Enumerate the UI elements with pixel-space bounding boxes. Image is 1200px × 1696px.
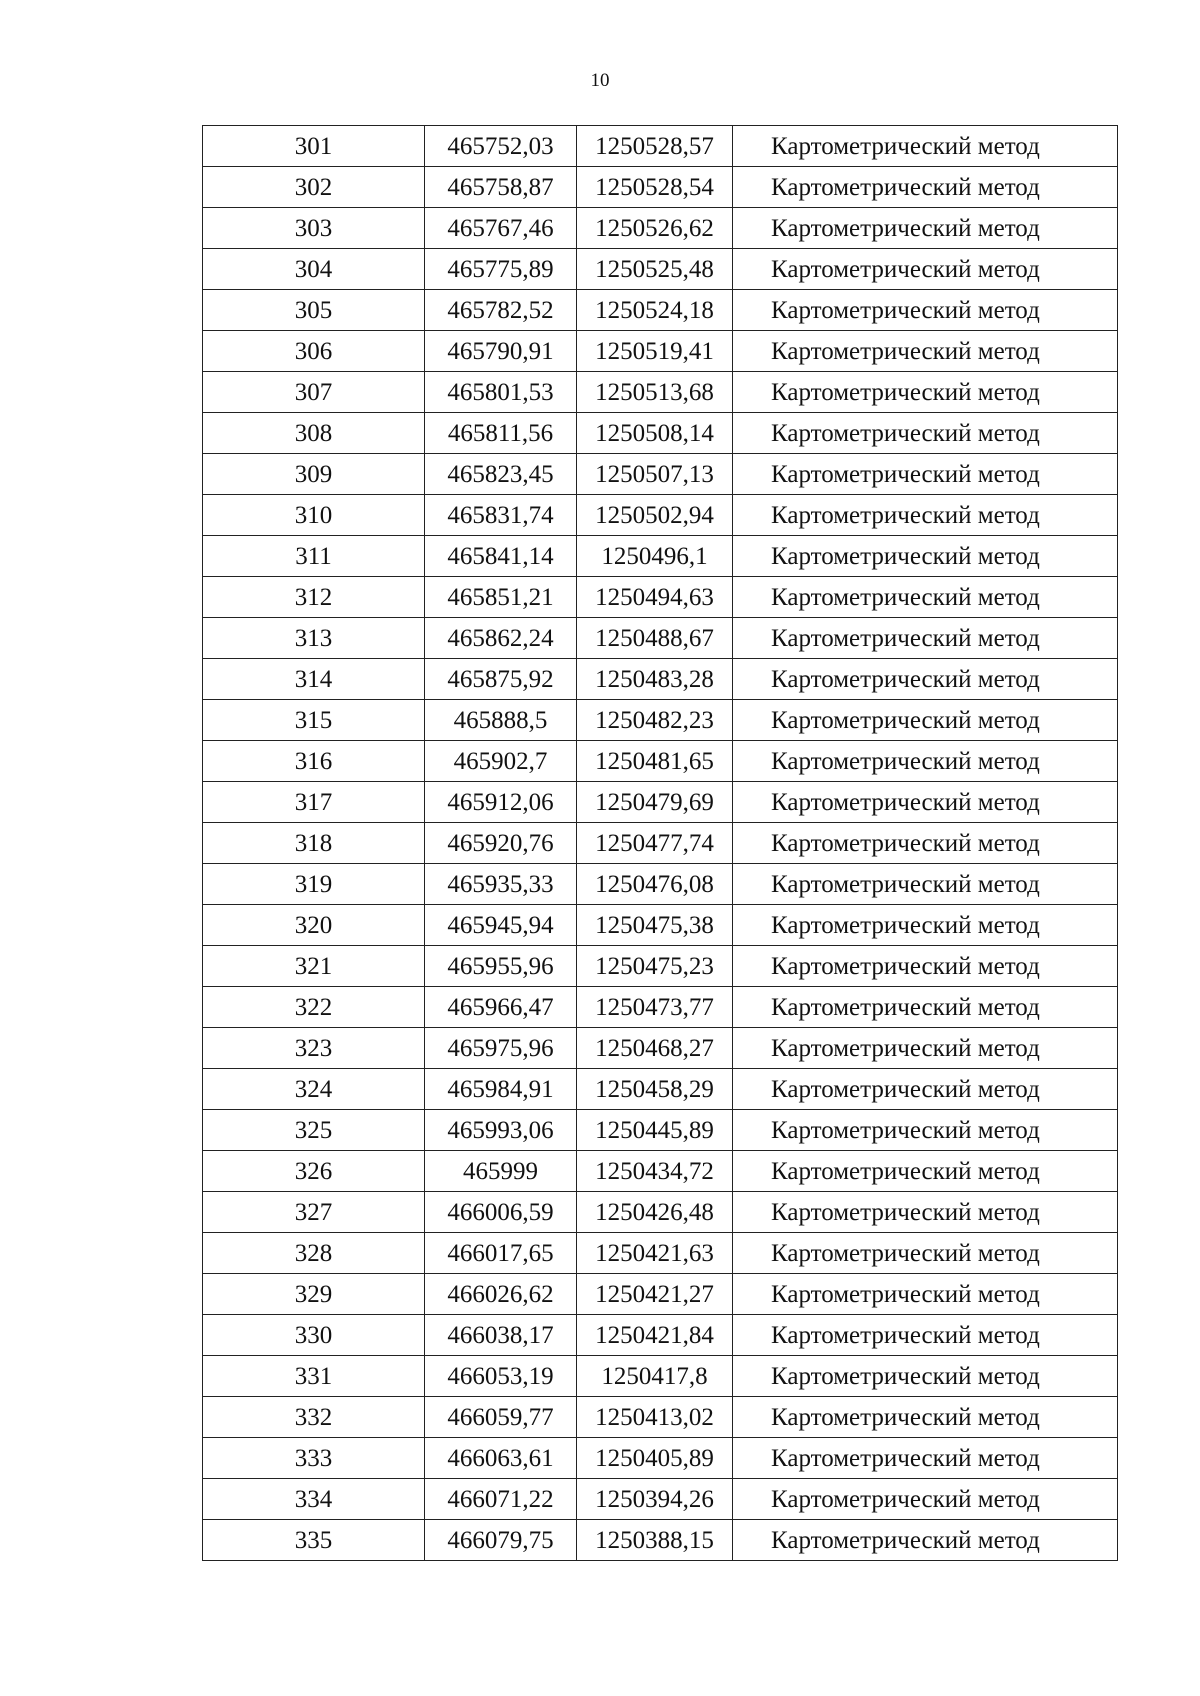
- y-coordinate-cell: 1250482,23: [577, 700, 733, 741]
- method-cell: Картометрический метод: [733, 946, 1118, 987]
- point-number-cell: 308: [203, 413, 425, 454]
- y-coordinate-cell: 1250496,1: [577, 536, 733, 577]
- point-number-cell: 335: [203, 1520, 425, 1561]
- y-coordinate-cell: 1250445,89: [577, 1110, 733, 1151]
- y-coordinate-cell: 1250388,15: [577, 1520, 733, 1561]
- x-coordinate-cell: 465823,45: [425, 454, 577, 495]
- y-coordinate-cell: 1250458,29: [577, 1069, 733, 1110]
- method-cell: Картометрический метод: [733, 290, 1118, 331]
- table-row: [203, 618, 1118, 659]
- method-cell: Картометрический метод: [733, 1110, 1118, 1151]
- point-number-cell: 326: [203, 1151, 425, 1192]
- y-coordinate-cell: 1250494,63: [577, 577, 733, 618]
- x-coordinate-cell: 465752,03: [425, 126, 577, 167]
- x-coordinate-cell: 466017,65: [425, 1233, 577, 1274]
- method-cell: Картометрический метод: [733, 905, 1118, 946]
- table-row: [203, 372, 1118, 413]
- table-row: [203, 1274, 1118, 1315]
- y-coordinate-cell: 1250477,74: [577, 823, 733, 864]
- table-row: [203, 987, 1118, 1028]
- x-coordinate-cell: 465984,91: [425, 1069, 577, 1110]
- y-coordinate-cell: 1250405,89: [577, 1438, 733, 1479]
- point-number-cell: 310: [203, 495, 425, 536]
- x-coordinate-cell: 465966,47: [425, 987, 577, 1028]
- table-row: [203, 741, 1118, 782]
- y-coordinate-cell: 1250483,28: [577, 659, 733, 700]
- table-row: [203, 782, 1118, 823]
- y-coordinate-cell: 1250528,57: [577, 126, 733, 167]
- method-cell: Картометрический метод: [733, 1028, 1118, 1069]
- x-coordinate-cell: 465841,14: [425, 536, 577, 577]
- method-cell: Картометрический метод: [733, 1438, 1118, 1479]
- x-coordinate-cell: 465767,46: [425, 208, 577, 249]
- point-number-cell: 306: [203, 331, 425, 372]
- point-number-cell: 314: [203, 659, 425, 700]
- table-row: [203, 700, 1118, 741]
- point-number-cell: 324: [203, 1069, 425, 1110]
- x-coordinate-cell: 465912,06: [425, 782, 577, 823]
- y-coordinate-cell: 1250421,27: [577, 1274, 733, 1315]
- method-cell: Картометрический метод: [733, 208, 1118, 249]
- y-coordinate-cell: 1250475,38: [577, 905, 733, 946]
- x-coordinate-cell: 465945,94: [425, 905, 577, 946]
- y-coordinate-cell: 1250507,13: [577, 454, 733, 495]
- point-number-cell: 334: [203, 1479, 425, 1520]
- y-coordinate-cell: 1250426,48: [577, 1192, 733, 1233]
- method-cell: Картометрический метод: [733, 1069, 1118, 1110]
- point-number-cell: 321: [203, 946, 425, 987]
- point-number-cell: 322: [203, 987, 425, 1028]
- point-number-cell: 301: [203, 126, 425, 167]
- point-number-cell: 328: [203, 1233, 425, 1274]
- x-coordinate-cell: 465851,21: [425, 577, 577, 618]
- method-cell: Картометрический метод: [733, 1356, 1118, 1397]
- x-coordinate-cell: 466059,77: [425, 1397, 577, 1438]
- y-coordinate-cell: 1250394,26: [577, 1479, 733, 1520]
- table-row: [203, 454, 1118, 495]
- method-cell: Картометрический метод: [733, 1520, 1118, 1561]
- method-cell: Картометрический метод: [733, 536, 1118, 577]
- point-number-cell: 312: [203, 577, 425, 618]
- x-coordinate-cell: 465782,52: [425, 290, 577, 331]
- point-number-cell: 307: [203, 372, 425, 413]
- method-cell: Картометрический метод: [733, 741, 1118, 782]
- x-coordinate-cell: 466053,19: [425, 1356, 577, 1397]
- x-coordinate-cell: 466026,62: [425, 1274, 577, 1315]
- table-row: [203, 1028, 1118, 1069]
- point-number-cell: 305: [203, 290, 425, 331]
- y-coordinate-cell: 1250508,14: [577, 413, 733, 454]
- point-number-cell: 333: [203, 1438, 425, 1479]
- method-cell: Картометрический метод: [733, 659, 1118, 700]
- y-coordinate-cell: 1250479,69: [577, 782, 733, 823]
- method-cell: Картометрический метод: [733, 987, 1118, 1028]
- point-number-cell: 331: [203, 1356, 425, 1397]
- table-row: [203, 208, 1118, 249]
- point-number-cell: 313: [203, 618, 425, 659]
- x-coordinate-cell: 465999: [425, 1151, 577, 1192]
- table-row: [203, 495, 1118, 536]
- point-number-cell: 318: [203, 823, 425, 864]
- point-number-cell: 332: [203, 1397, 425, 1438]
- table-row: [203, 1151, 1118, 1192]
- method-cell: Картометрический метод: [733, 618, 1118, 659]
- coordinates-table: [202, 125, 1118, 1561]
- y-coordinate-cell: 1250519,41: [577, 331, 733, 372]
- y-coordinate-cell: 1250502,94: [577, 495, 733, 536]
- method-cell: Картометрический метод: [733, 1151, 1118, 1192]
- table-row: [203, 249, 1118, 290]
- table-row: [203, 1192, 1118, 1233]
- table-row: [203, 1438, 1118, 1479]
- table-row: [203, 1356, 1118, 1397]
- point-number-cell: 317: [203, 782, 425, 823]
- x-coordinate-cell: 465888,5: [425, 700, 577, 741]
- x-coordinate-cell: 465831,74: [425, 495, 577, 536]
- page-number: 10: [590, 70, 610, 91]
- x-coordinate-cell: 466063,61: [425, 1438, 577, 1479]
- table-row: [203, 823, 1118, 864]
- x-coordinate-cell: 465790,91: [425, 331, 577, 372]
- point-number-cell: 315: [203, 700, 425, 741]
- point-number-cell: 319: [203, 864, 425, 905]
- point-number-cell: 323: [203, 1028, 425, 1069]
- y-coordinate-cell: 1250476,08: [577, 864, 733, 905]
- table-row: [203, 905, 1118, 946]
- table-row: [203, 659, 1118, 700]
- table-row: [203, 1397, 1118, 1438]
- x-coordinate-cell: 465935,33: [425, 864, 577, 905]
- point-number-cell: 309: [203, 454, 425, 495]
- table-row: [203, 413, 1118, 454]
- table-row: [203, 1520, 1118, 1561]
- y-coordinate-cell: 1250468,27: [577, 1028, 733, 1069]
- y-coordinate-cell: 1250525,48: [577, 249, 733, 290]
- point-number-cell: 302: [203, 167, 425, 208]
- x-coordinate-cell: 465758,87: [425, 167, 577, 208]
- table-row: [203, 1110, 1118, 1151]
- table-row: [203, 1069, 1118, 1110]
- x-coordinate-cell: 466038,17: [425, 1315, 577, 1356]
- x-coordinate-cell: 465975,96: [425, 1028, 577, 1069]
- x-coordinate-cell: 465801,53: [425, 372, 577, 413]
- method-cell: Картометрический метод: [733, 700, 1118, 741]
- method-cell: Картометрический метод: [733, 372, 1118, 413]
- y-coordinate-cell: 1250413,02: [577, 1397, 733, 1438]
- method-cell: Картометрический метод: [733, 454, 1118, 495]
- x-coordinate-cell: 465902,7: [425, 741, 577, 782]
- table-row: [203, 946, 1118, 987]
- x-coordinate-cell: 466071,22: [425, 1479, 577, 1520]
- point-number-cell: 325: [203, 1110, 425, 1151]
- x-coordinate-cell: 465862,24: [425, 618, 577, 659]
- method-cell: Картометрический метод: [733, 167, 1118, 208]
- method-cell: Картометрический метод: [733, 1397, 1118, 1438]
- point-number-cell: 320: [203, 905, 425, 946]
- method-cell: Картометрический метод: [733, 413, 1118, 454]
- method-cell: Картометрический метод: [733, 495, 1118, 536]
- x-coordinate-cell: 466079,75: [425, 1520, 577, 1561]
- point-number-cell: 329: [203, 1274, 425, 1315]
- point-number-cell: 303: [203, 208, 425, 249]
- table-row: [203, 126, 1118, 167]
- y-coordinate-cell: 1250473,77: [577, 987, 733, 1028]
- method-cell: Картометрический метод: [733, 782, 1118, 823]
- x-coordinate-cell: 465993,06: [425, 1110, 577, 1151]
- point-number-cell: 311: [203, 536, 425, 577]
- x-coordinate-cell: 466006,59: [425, 1192, 577, 1233]
- x-coordinate-cell: 465955,96: [425, 946, 577, 987]
- method-cell: Картометрический метод: [733, 249, 1118, 290]
- method-cell: Картометрический метод: [733, 1315, 1118, 1356]
- point-number-cell: 304: [203, 249, 425, 290]
- y-coordinate-cell: 1250488,67: [577, 618, 733, 659]
- coordinates-table-body: [203, 126, 1118, 1561]
- method-cell: Картометрический метод: [733, 1192, 1118, 1233]
- table-row: [203, 536, 1118, 577]
- method-cell: Картометрический метод: [733, 331, 1118, 372]
- point-number-cell: 327: [203, 1192, 425, 1233]
- x-coordinate-cell: 465811,56: [425, 413, 577, 454]
- method-cell: Картометрический метод: [733, 1274, 1118, 1315]
- table-row: [203, 290, 1118, 331]
- y-coordinate-cell: 1250475,23: [577, 946, 733, 987]
- y-coordinate-cell: 1250481,65: [577, 741, 733, 782]
- point-number-cell: 316: [203, 741, 425, 782]
- x-coordinate-cell: 465875,92: [425, 659, 577, 700]
- method-cell: Картометрический метод: [733, 1479, 1118, 1520]
- table-row: [203, 167, 1118, 208]
- x-coordinate-cell: 465920,76: [425, 823, 577, 864]
- method-cell: Картометрический метод: [733, 823, 1118, 864]
- method-cell: Картометрический метод: [733, 126, 1118, 167]
- table-row: [203, 1479, 1118, 1520]
- table-row: [203, 1315, 1118, 1356]
- y-coordinate-cell: 1250526,62: [577, 208, 733, 249]
- y-coordinate-cell: 1250417,8: [577, 1356, 733, 1397]
- y-coordinate-cell: 1250524,18: [577, 290, 733, 331]
- table-row: [203, 1233, 1118, 1274]
- method-cell: Картометрический метод: [733, 1233, 1118, 1274]
- y-coordinate-cell: 1250528,54: [577, 167, 733, 208]
- table-row: [203, 331, 1118, 372]
- table-row: [203, 864, 1118, 905]
- method-cell: Картометрический метод: [733, 577, 1118, 618]
- y-coordinate-cell: 1250434,72: [577, 1151, 733, 1192]
- method-cell: Картометрический метод: [733, 864, 1118, 905]
- y-coordinate-cell: 1250421,84: [577, 1315, 733, 1356]
- y-coordinate-cell: 1250421,63: [577, 1233, 733, 1274]
- y-coordinate-cell: 1250513,68: [577, 372, 733, 413]
- point-number-cell: 330: [203, 1315, 425, 1356]
- x-coordinate-cell: 465775,89: [425, 249, 577, 290]
- table-row: [203, 577, 1118, 618]
